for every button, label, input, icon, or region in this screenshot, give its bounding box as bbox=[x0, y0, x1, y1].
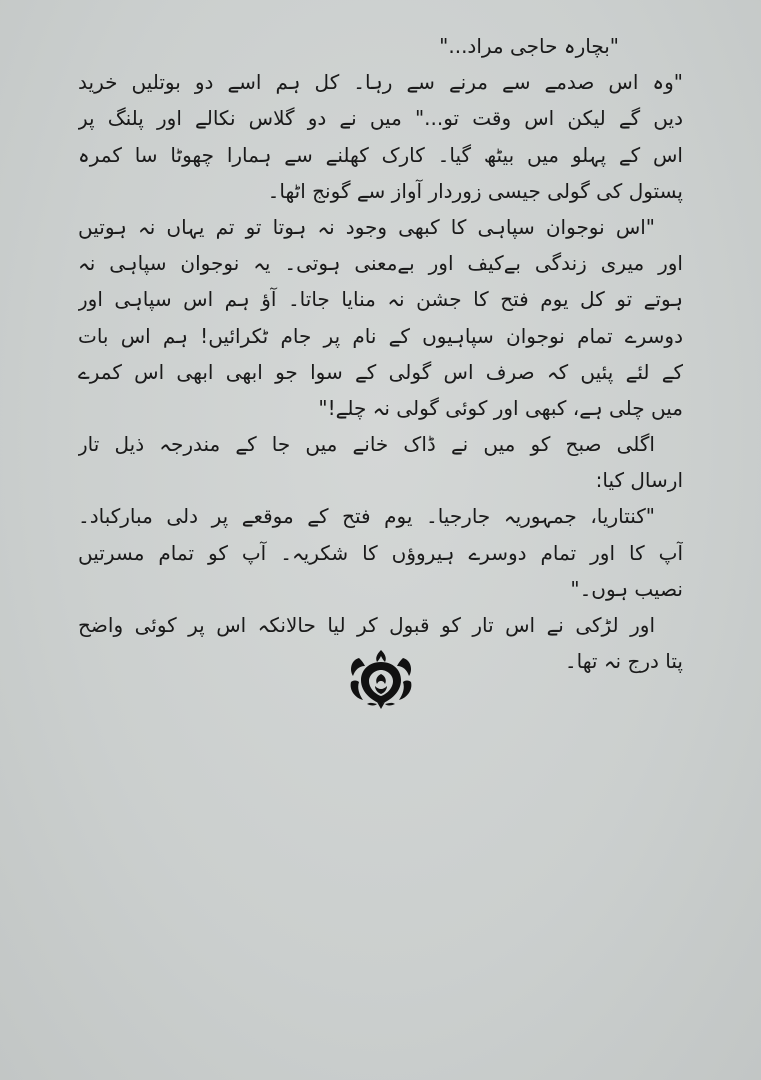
floral-ornament-icon bbox=[347, 648, 415, 710]
text-line: آپ کا اور تمام دوسرے ہیروؤں کا شکریہ۔ آپ کو تمام مسرتیں bbox=[78, 540, 683, 565]
text-line: پتا درج نہ تھا۔ bbox=[564, 649, 683, 674]
page-text bbox=[78, 28, 683, 679]
text-line: نصیب ہوں۔" bbox=[570, 576, 683, 601]
text-line: "بچارہ حاجی مراد..." bbox=[439, 34, 619, 58]
text-line: ارسال کیا: bbox=[595, 468, 683, 493]
text-line: پستول کی گولی جیسی زوردار آواز سے گونج اٹھا۔ bbox=[267, 178, 683, 203]
text-line: اور میری زندگی بےکیف اور بےمعنی ہوتی۔ یہ نوجوان سپاہی نہ bbox=[78, 251, 683, 276]
text-line: دیں گے لیکن اس وقت تو..." میں نے دو گلاس نکالے اور پلنگ پر bbox=[78, 106, 683, 131]
text-line: اگلی صبح کو میں نے ڈاک خانے میں جا کے مندرجہ ذیل تار bbox=[78, 432, 655, 457]
text-line: "کنتاریا، جمہوریہ جارجیا۔ یوم فتح کے موقعے پر دلی مبارکباد۔ bbox=[78, 504, 655, 529]
text-line: "اس نوجوان سپاہی کا کبھی وجود نہ ہوتا تو تم یہاں نہ ہوتیں bbox=[78, 214, 655, 239]
text-line: دوسرے تمام نوجوان سپاہیوں کے نام پر جام ٹکرائیں! ہم اس بات bbox=[78, 323, 683, 348]
text-line: میں چلی ہے، کبھی اور کوئی گولی نہ چلے!" bbox=[318, 395, 683, 420]
text-line: ہوتے تو کل یوم فتح کا جشن نہ منایا جاتا۔ آؤ ہم اس سپاہی اور bbox=[78, 287, 683, 312]
text-line: کے لئے پئیں کہ صرف اس گولی کے سوا جو ابھی ابھی اس کمرے bbox=[78, 359, 683, 384]
text-line: "وہ اس صدمے سے مرنے سے رہا۔ کل ہم اسے دو بوتلیں خرید bbox=[78, 70, 683, 95]
text-line: اس کے پہلو میں بیٹھ گیا۔ کارک کھلنے سے ہمارا چھوٹا سا کمرہ bbox=[78, 142, 683, 167]
text-line: اور لڑکی نے اس تار کو قبول کر لیا حالانکہ اس پر کوئی واضح bbox=[78, 613, 655, 637]
